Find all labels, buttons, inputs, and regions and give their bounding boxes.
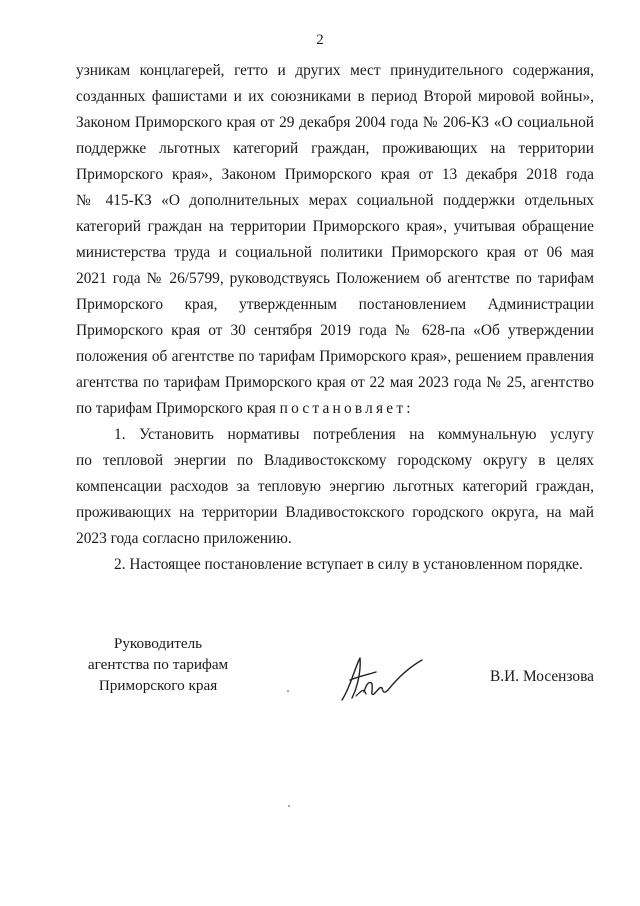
paragraph-last-text: по тарифам Приморского края — [76, 400, 280, 417]
item-1-line: по тепловой энергии по Владивостокскому городскому округу в целях — [76, 452, 594, 469]
item-1-last-line: 2023 года согласно приложению. — [76, 530, 292, 547]
handwritten-signature — [336, 650, 426, 706]
signer-name: В.И. Мосензова — [490, 668, 594, 685]
paragraph-line: Приморского края», Законом Приморского края от 13 декабря 2018 года — [76, 166, 594, 183]
paragraph-line: Приморского края, утвержденным постановлением Администрации — [76, 296, 594, 313]
page-number: 2 — [316, 32, 324, 48]
paragraph-line: положения об агентстве по тарифам Приморского края», решением правления — [76, 348, 594, 365]
signer-position-line: Приморского края — [98, 677, 218, 694]
signer-position-line: агентства по тарифам — [87, 656, 229, 673]
paragraph-line: министерства труда и социальной политики Приморского края от 06 мая — [76, 244, 594, 261]
resolves-word: постановляет: — [279, 400, 414, 417]
scan-speck — [287, 690, 289, 692]
signer-position — [78, 633, 238, 696]
scan-speck — [288, 805, 290, 807]
item-2-line: 2. Настоящее постановление вступает в силу в установленном порядке. — [114, 556, 583, 573]
item-1-line: компенсации расходов за тепловую энергию льготных категорий граждан, — [76, 478, 594, 495]
document-body — [76, 58, 594, 578]
item-1-line: проживающих на территории Владивостокского городского округа, на май — [76, 504, 594, 521]
paragraph-line: категорий граждан на территории Приморского края», учитывая обращение — [76, 218, 594, 235]
paragraph-line: Законом Приморского края от 29 декабря 2004 года № 206-КЗ «О социальной — [76, 114, 594, 131]
paragraph-line: Приморского края от 30 сентября 2019 года № 628-па «Об утверждении — [76, 322, 594, 339]
paragraph-last-line — [76, 396, 594, 422]
paragraph-line: 2021 года № 26/5799, руководствуясь Положением об агентстве по тарифам — [76, 270, 594, 287]
paragraph-line: поддержке льготных категорий граждан, проживающих на территории — [76, 140, 594, 157]
item-1-line: 1. Установить нормативы потребления на коммунальную услугу — [114, 426, 594, 443]
signer-position-line: Руководитель — [113, 635, 203, 652]
paragraph-line: агентства по тарифам Приморского края от 22 мая 2023 года № 25, агентство — [76, 374, 594, 391]
paragraph-line: созданных фашистами и их союзниками в период Второй мировой войны», — [76, 88, 594, 105]
paragraph-line: № 415-КЗ «О дополнительных мерах социальной поддержки отдельных — [76, 192, 594, 209]
paragraph-line: узникам концлагерей, гетто и других мест принудительного содержания, — [76, 62, 594, 79]
